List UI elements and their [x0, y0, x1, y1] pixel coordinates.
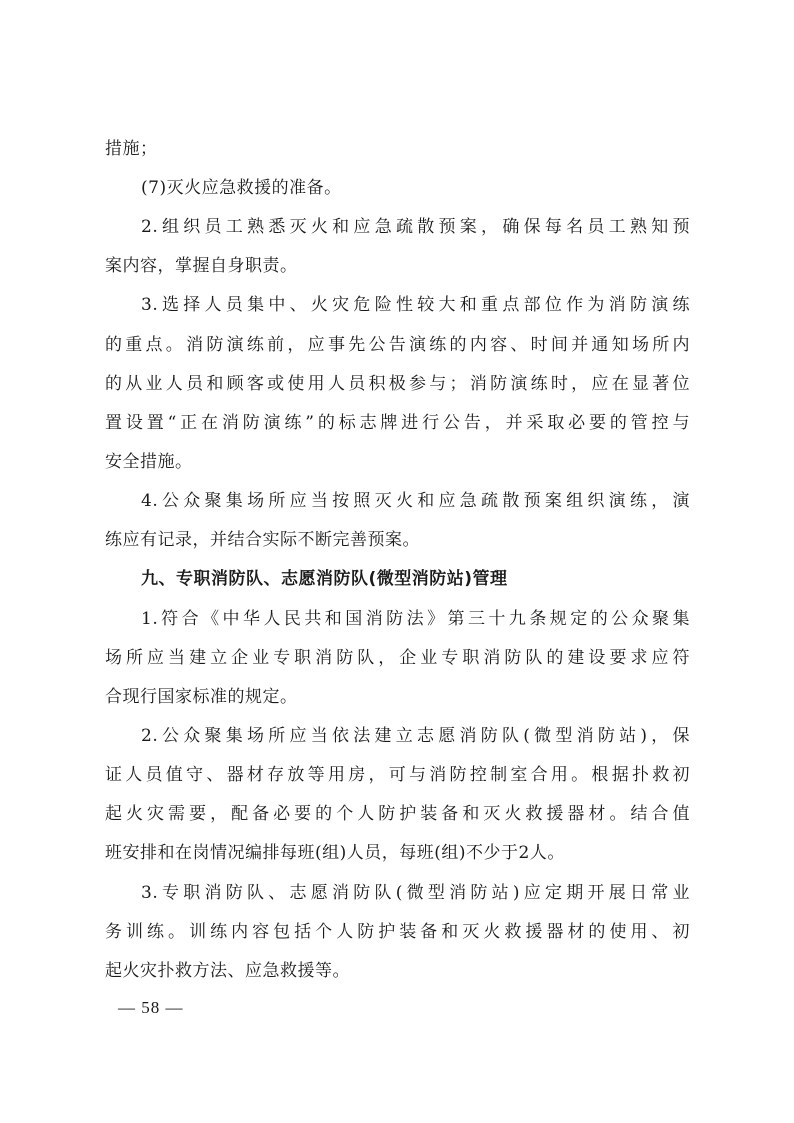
text-line: 置设置“正在消防演练”的标志牌进行公告，并采取必要的管控与 — [105, 413, 690, 433]
text-line: 2.公众聚集场所应当依法建立志愿消防队(微型消防站)，保 — [141, 726, 690, 746]
text-line: 证人员值守、器材存放等用房，可与消防控制室合用。根据扑救初 — [105, 765, 690, 785]
page-number: — 58 — — [118, 998, 184, 1017]
text-line: 务训练。训练内容包括个人防护装备和灭火救援器材的使用、初 — [105, 922, 690, 942]
text-line: 3.选择人员集中、火灾危险性较大和重点部位作为消防演练 — [141, 295, 690, 315]
text-line: 4.公众聚集场所应当按照灭火和应急疏散预案组织演练，演 — [141, 491, 690, 511]
text-line: 的重点。消防演练前，应事先公告演练的内容、时间并通知场所内 — [105, 335, 690, 355]
text-line: 3.专职消防队、志愿消防队(微型消防站)应定期开展日常业 — [141, 883, 690, 903]
text-line: 起火灾需要，配备必要的个人防护装备和灭火救援器材。结合值 — [105, 804, 690, 824]
text-line: 2.组织员工熟悉灭火和应急疏散预案，确保每名员工熟知预 — [141, 217, 690, 237]
text-line: 案内容，掌握自身职责。 — [105, 256, 298, 276]
text-line: (7)灭火应急救援的准备。 — [141, 178, 342, 198]
text-line: 1.符合《中华人民共和国消防法》第三十九条规定的公众聚集 — [141, 609, 690, 629]
text-line: 场所应当建立企业专职消防队，企业专职消防队的建设要求应符 — [105, 648, 690, 668]
text-line: 起火灾扑救方法、应急救援等。 — [105, 961, 350, 981]
text-line: 合现行国家标准的规定。 — [105, 687, 298, 707]
text-line: 练应有记录，并结合实际不断完善预案。 — [105, 530, 420, 550]
section-heading: 九、专职消防队、志愿消防队(微型消防站)管理 — [141, 569, 508, 589]
text-line: 安全措施。 — [105, 452, 193, 472]
text-line: 班安排和在岗情况编排每班(组)人员，每班(组)不少于2人。 — [105, 843, 565, 863]
text-line: 的从业人员和顾客或使用人员积极参与；消防演练时，应在显著位 — [105, 374, 690, 394]
text-line: 措施； — [105, 139, 158, 159]
